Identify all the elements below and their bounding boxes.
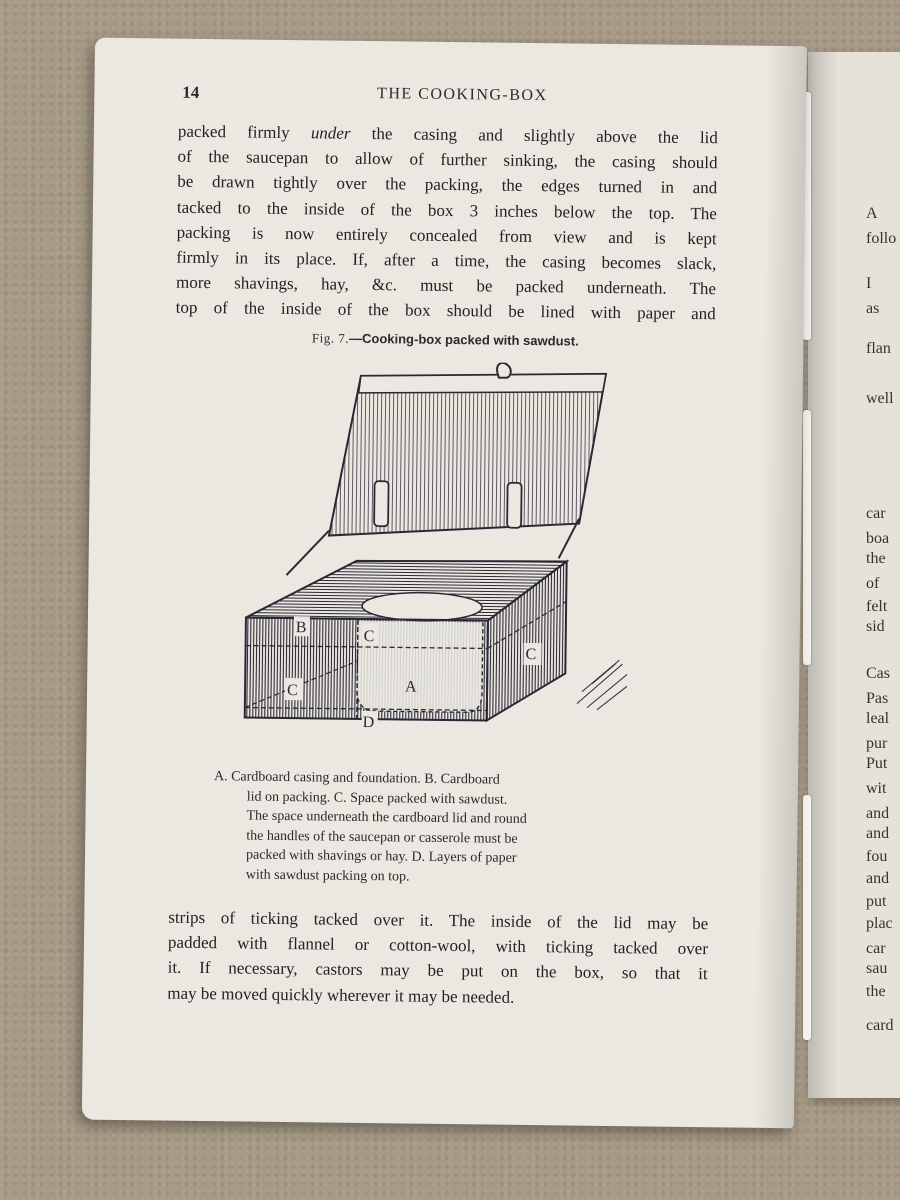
- figure-number: Fig. 7.: [311, 330, 350, 346]
- facing-page-fragment: the: [866, 550, 886, 567]
- figure-label-c-left: C: [286, 682, 298, 700]
- facing-page-fragment: as: [866, 300, 880, 317]
- legend-line: lid on packing. C. Space packed with sawdust.: [246, 789, 508, 808]
- figure-caption: [175, 329, 715, 352]
- binding-stitch-bottom: [803, 795, 811, 1040]
- page-number: 14: [182, 82, 200, 102]
- facing-page-fragment: card: [866, 1017, 894, 1034]
- top-paragraph-line: tacked to the inside of the box 3 inches below the top. The: [176, 197, 718, 223]
- top-paragraph-line: of the saucepan to allow of further sinking, the casing should: [177, 146, 718, 173]
- bottom-paragraph-line: may be moved quickly wherever it may be needed.: [167, 983, 515, 1007]
- facing-page-fragment: A: [866, 205, 878, 222]
- bottom-paragraph-line: strips of ticking tacked over it. The inside of the lid may be: [168, 907, 709, 934]
- facing-page-fragment: Put: [866, 755, 888, 772]
- figure-label-c-right: C: [525, 645, 537, 664]
- facing-page-fragment: felt: [866, 598, 888, 615]
- facing-page-fragment: well: [866, 390, 894, 407]
- top-paragraph-line: packing is now entirely concealed from view and is kept: [176, 222, 717, 249]
- legend-line: with sawdust packing on top.: [245, 867, 410, 885]
- legend-line: packed with shavings or hay. D. Layers of paper: [245, 847, 517, 866]
- facing-page-fragment: flan: [866, 340, 891, 357]
- top-paragraph: [176, 119, 718, 327]
- facing-page-fragment: boa: [866, 530, 890, 547]
- binding-stitch-middle: [803, 410, 811, 665]
- facing-page-fragment: and: [866, 825, 890, 842]
- cooking-box-illustration: [236, 359, 631, 744]
- open-lid: [329, 371, 606, 539]
- facing-page-fragment: and: [866, 870, 890, 887]
- facing-page-fragment: wit: [866, 780, 887, 797]
- figure-caption-text: —Cooking-box packed with sawdust.: [348, 330, 579, 349]
- figure-label-a: A: [405, 678, 417, 696]
- facing-page-fragment: and: [866, 805, 890, 822]
- legend-line: A. Cardboard casing and foundation. B. Cardboard: [213, 769, 500, 788]
- figure-label-c-top: C: [363, 627, 375, 646]
- bottom-paragraph-line: padded with flannel or cotton-wool, with ticking tacked over: [167, 932, 709, 959]
- facing-page-fragment: I: [866, 275, 872, 292]
- facing-page-fragment: put: [866, 893, 887, 910]
- legend-line: the handles of the saucepan or casserole must be: [246, 828, 518, 847]
- bottom-paragraph: [167, 905, 708, 1012]
- facing-page-fragment: sid: [866, 618, 885, 635]
- facing-page-fragment: Cas: [866, 665, 890, 682]
- top-paragraph-line: firmly in its place. If, after a time, the casing becomes slack,: [176, 247, 717, 274]
- facing-page-fragment: fou: [866, 848, 888, 865]
- facing-page-fragment: follo: [866, 230, 897, 247]
- facing-page-fragment: leal: [866, 710, 890, 727]
- lid-handle: [497, 363, 511, 378]
- legend-line: The space underneath the cardboard lid and round: [246, 808, 527, 827]
- bottom-paragraph-line: it. If necessary, castors may be put on the box, so that it: [167, 958, 708, 984]
- facing-page-fragment: car: [866, 505, 886, 522]
- facing-page-fragment: pur: [866, 735, 888, 752]
- shadow-hatch: [577, 660, 628, 711]
- facing-page-fragment: Pas: [866, 690, 889, 707]
- figure-legend: [213, 767, 644, 889]
- figure-label-b: B: [295, 619, 307, 637]
- top-paragraph-line: be drawn tightly over the packing, the edges turned in and: [177, 172, 718, 198]
- top-paragraph-line: top of the inside of the box should be lined with paper and: [175, 298, 716, 324]
- top-paragraph-line: packed firmly under the casing and slightly above the lid: [177, 121, 718, 148]
- facing-page-fragment: the: [866, 983, 886, 1000]
- facing-page-fragment: plac: [866, 915, 893, 932]
- top-paragraph-line: more shavings, hay, &c. must be packed underneath. The: [175, 272, 717, 299]
- page-header: [182, 83, 742, 112]
- running-title: THE COOKING-BOX: [377, 85, 548, 105]
- facing-page-fragment: sau: [866, 960, 888, 977]
- facing-page-fragment: car: [866, 940, 886, 957]
- facing-page-fragment: of: [866, 575, 880, 592]
- figure-label-d: D: [362, 713, 375, 732]
- book-page: [82, 38, 807, 1129]
